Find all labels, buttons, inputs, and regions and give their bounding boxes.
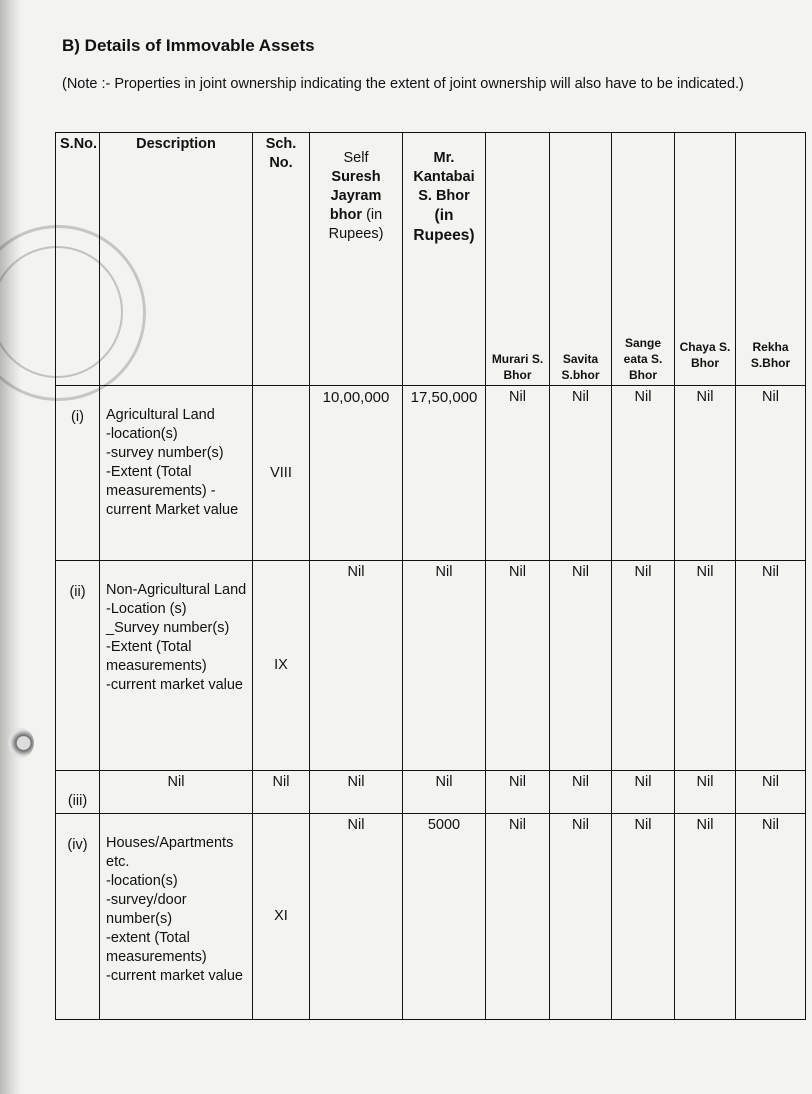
header-row [56,133,806,386]
scan-shadow-edge [0,0,22,1094]
row-sno: (ii) [56,561,100,771]
desc-line: Non-Agricultural Land [106,582,247,598]
row-dep4-value: Nil [675,771,736,814]
header-self-prefix: Self [343,150,369,166]
header-dependent-1: Murari S. Bhor [486,133,550,386]
row-sch-no: XI [253,814,310,1020]
row-self-value: Nil [310,814,403,1020]
header-spouse [403,133,486,386]
row-dep2-value: Nil [550,771,612,814]
row-dep1-value: Nil [486,561,550,771]
row-sch-no: Nil [253,771,310,814]
row-self-value: Nil [310,561,403,771]
desc-line: -survey number(s) [106,445,224,461]
desc-line: Agricultural Land [106,407,215,423]
row-dep4-value: Nil [675,814,736,1020]
row-dep4-value: Nil [675,386,736,561]
row-dep2-value: Nil [550,814,612,1020]
table-row [56,386,806,561]
header-spouse-suffix: (in Rupees) [413,207,475,244]
row-dep5-value: Nil [736,771,806,814]
header-dependent-2: Savita S.bhor [550,133,612,386]
header-sno: S.No. [56,133,100,386]
header-sch-no: Sch. No. [253,133,310,386]
row-description: Nil [100,771,253,814]
row-sch-no: VIII [253,386,310,561]
row-dep1-value: Nil [486,386,550,561]
row-sch-no: IX [253,561,310,771]
row-sno: (i) [56,386,100,561]
row-dep1-value: Nil [486,814,550,1020]
row-dep3-value: Nil [612,771,675,814]
desc-line: -current market value [106,677,243,693]
header-dependent-5: Rekha S.Bhor [736,133,806,386]
row-spouse-value: Nil [403,771,486,814]
row-sno: (iii) [56,771,100,814]
desc-line: Houses/Apartments etc. [106,835,234,870]
desc-line: -Extent (Total measurements) - [106,464,216,499]
header-self-name: Suresh Jayram bhor [329,169,382,223]
desc-line: _Survey number(s) [106,620,230,636]
row-dep1-value: Nil [486,771,550,814]
row-self-value: Nil [310,771,403,814]
row-dep5-value: Nil [736,386,806,561]
header-dependent-3: Sange eata S. Bhor [612,133,675,386]
row-dep2-value: Nil [550,561,612,771]
row-dep3-value: Nil [612,386,675,561]
section-heading: B) Details of Immovable Assets [62,36,315,55]
desc-line: -Extent (Total measurements) [106,639,207,674]
header-self-suffix: (in Rupees) [328,207,384,242]
row-dep4-value: Nil [675,561,736,771]
header-self [310,133,403,386]
table-row [56,814,806,1020]
punch-hole [8,728,34,758]
desc-line: -location(s) [106,873,178,889]
row-sno: (iv) [56,814,100,1020]
desc-line: -current market value [106,968,243,984]
row-spouse-value: Nil [403,561,486,771]
row-dep5-value: Nil [736,561,806,771]
table-row [56,771,806,814]
immovable-assets-table [55,132,806,1020]
header-description: Description [100,133,253,386]
desc-line: -Location (s) [106,601,187,617]
row-dep3-value: Nil [612,561,675,771]
header-spouse-name: Mr. Kantabai S. Bhor [413,150,475,204]
row-spouse-value: 5000 [403,814,486,1020]
desc-line: -survey/door number(s) [106,892,187,927]
row-dep3-value: Nil [612,814,675,1020]
row-description [100,814,253,1020]
row-self-value: 10,00,000 [310,386,403,561]
table-row [56,561,806,771]
desc-line: -location(s) [106,426,178,442]
row-dep5-value: Nil [736,814,806,1020]
row-description [100,561,253,771]
row-description [100,386,253,561]
ownership-note: (Note :- Properties in joint ownership indicating the extent of joint ownership will also have to be indicated.) [62,76,744,92]
desc-line: -extent (Total measurements) [106,930,207,965]
row-spouse-value: 17,50,000 [403,386,486,561]
header-dependent-4: Chaya S. Bhor [675,133,736,386]
row-dep2-value: Nil [550,386,612,561]
desc-line: current Market value [106,502,239,518]
